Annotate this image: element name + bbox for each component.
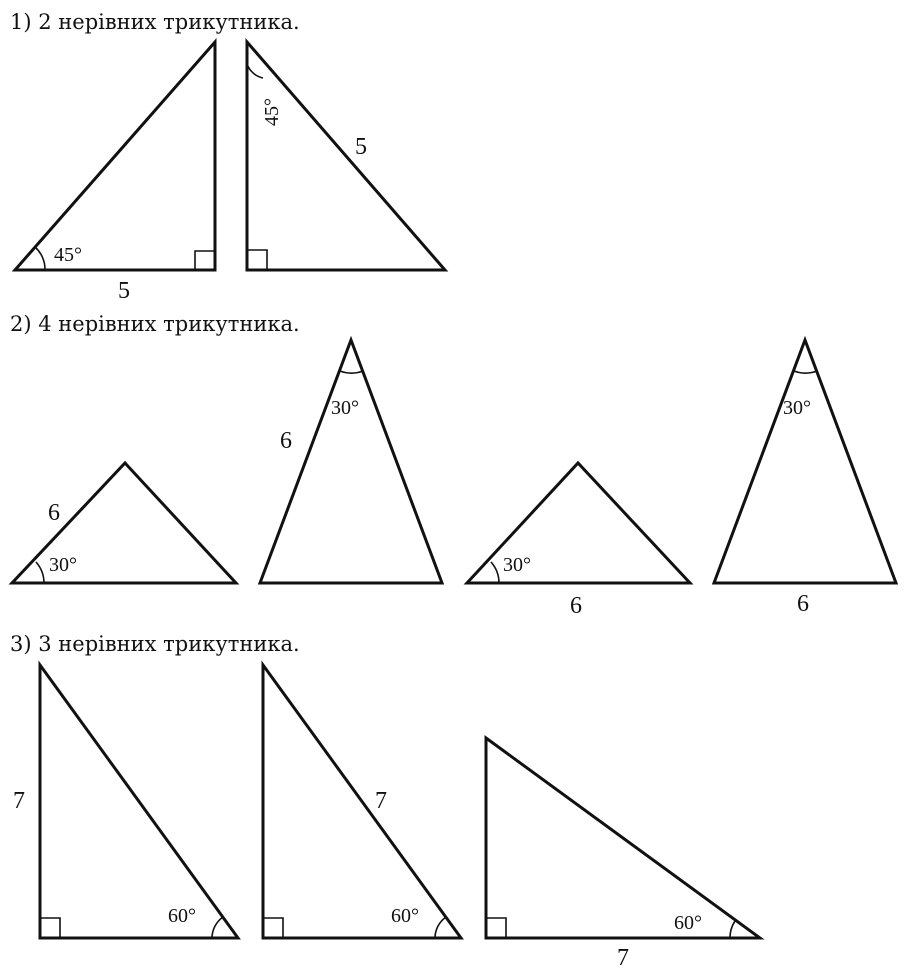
right-angle-mark — [263, 918, 283, 938]
side-label-3a: 7 — [13, 788, 25, 814]
triangle-2a — [12, 463, 236, 583]
right-angle-mark — [40, 918, 60, 938]
triangle-2d — [714, 340, 896, 617]
right-angle-mark — [486, 918, 506, 938]
triangle-2b — [260, 340, 442, 583]
angle-arc — [435, 917, 446, 938]
angle-label-3c: 60° — [674, 912, 702, 934]
triangle-1b — [247, 42, 445, 270]
angle-arc — [491, 562, 499, 583]
triangle-3a — [13, 665, 238, 938]
triangle-2c-outline — [467, 463, 690, 583]
angle-label-2d: 30° — [783, 397, 811, 419]
triangle-1a-outline — [15, 42, 215, 270]
triangle-2b-outline — [260, 340, 442, 583]
triangle-1b-outline — [247, 42, 445, 270]
section-3-heading: 3) 3 нерівних трикутника. — [10, 632, 300, 656]
triangle-3c-outline — [486, 738, 760, 938]
angle-arc — [794, 371, 817, 373]
angle-label-2b: 30° — [331, 397, 359, 419]
triangle-1a — [15, 42, 215, 304]
triangle-2d-outline — [714, 340, 896, 583]
triangle-2a-outline — [12, 463, 236, 583]
side-label-2c: 6 — [570, 593, 582, 619]
angle-label-1b: 45° — [261, 98, 283, 126]
section-2-heading: 2) 4 нерівних трикутника. — [10, 312, 300, 336]
angle-arc — [340, 371, 363, 373]
angle-arc — [247, 64, 263, 78]
angle-label-3a: 60° — [168, 905, 196, 927]
angle-label-2a: 30° — [49, 554, 77, 576]
side-label-3c: 7 — [617, 945, 629, 971]
triangle-2c — [467, 463, 690, 619]
right-angle-mark — [247, 250, 267, 270]
triangle-3a-outline — [40, 665, 238, 938]
triangle-3b — [263, 665, 461, 938]
angle-arc — [730, 921, 735, 938]
angle-arc — [36, 562, 44, 583]
angle-arc — [212, 917, 223, 938]
section-1-heading: 1) 2 нерівних трикутника. — [10, 10, 300, 34]
angle-arc — [35, 247, 45, 270]
angle-label-2c: 30° — [503, 554, 531, 576]
triangle-3b-outline — [263, 665, 461, 938]
side-label-3b: 7 — [375, 788, 387, 814]
side-label-2a: 6 — [48, 500, 60, 526]
triangle-3c — [486, 738, 760, 971]
side-label-2d: 6 — [797, 591, 809, 617]
side-label-1a: 5 — [118, 278, 130, 304]
angle-label-3b: 60° — [391, 905, 419, 927]
side-label-1b: 5 — [355, 134, 367, 160]
right-angle-mark — [195, 251, 215, 270]
angle-label-1a: 45° — [54, 244, 82, 266]
side-label-2b: 6 — [280, 428, 292, 454]
